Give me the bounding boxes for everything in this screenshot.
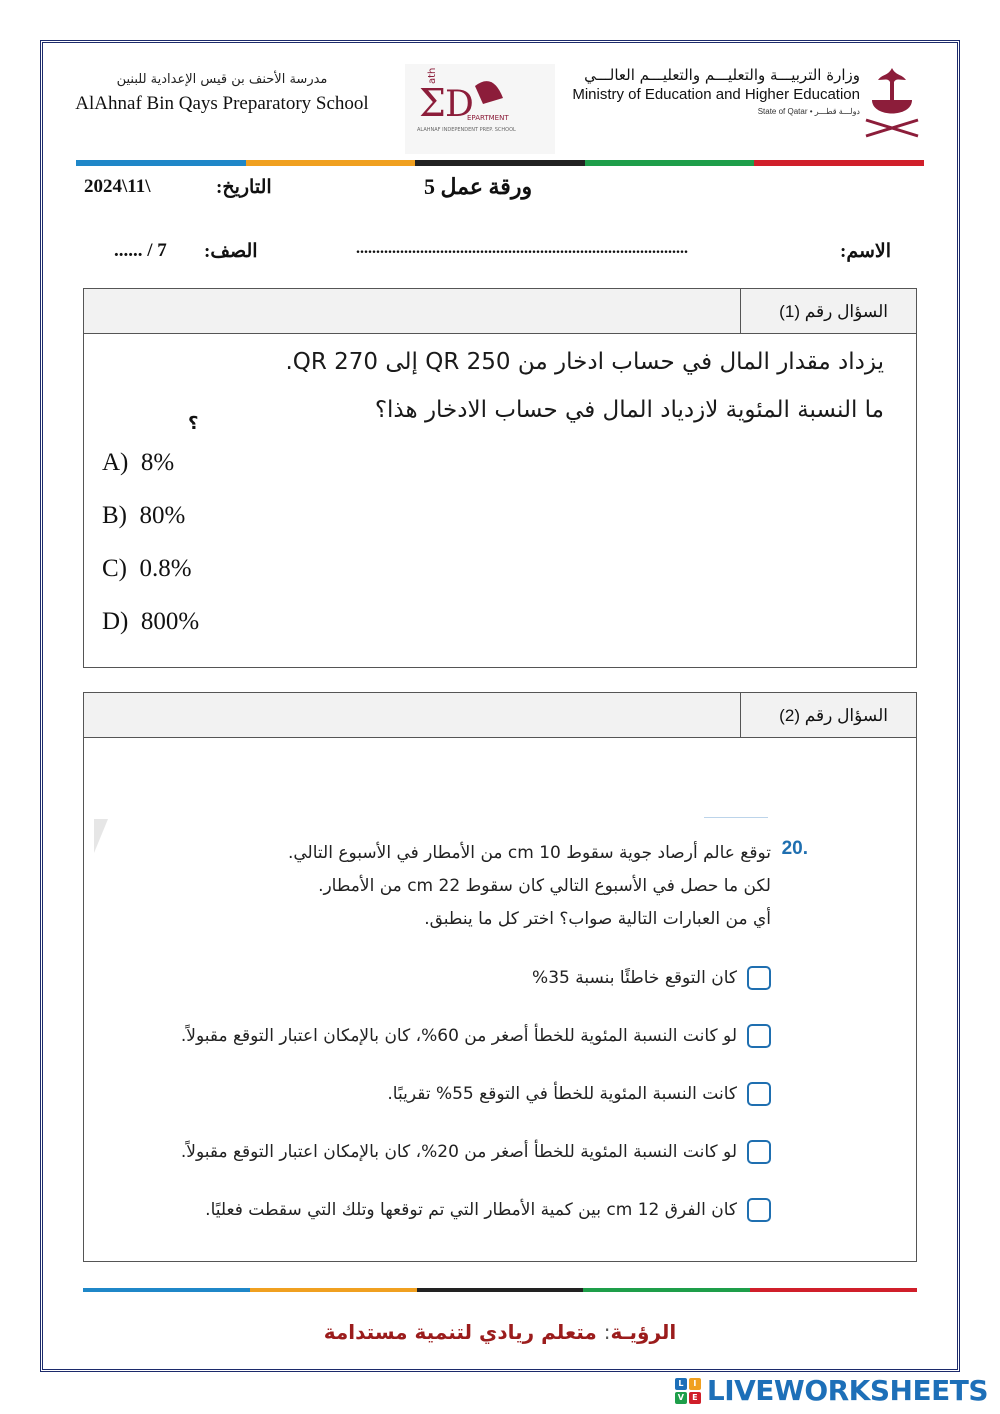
math-department-logo [405,64,555,154]
question-20-line-1: توقع عالم أرصاد جوية سقوط 10 cm من الأمطار في الأسبوع التالي. [287,843,771,863]
checkbox-4[interactable] [747,1140,771,1164]
question-1-line-1: يزداد مقدار المال في حساب ادخار من QR 250 إلى QR 270. [285,349,884,375]
name-label: الاسم: [840,241,892,262]
svg-text:ath: ath [427,67,438,84]
option-b-letter: B) [102,502,127,529]
footer-color-bar [83,1288,917,1292]
question-1-box [83,288,917,668]
svg-text:Σ: Σ [419,81,446,125]
ministry-name-arabic: وزارة التربيـــة والتعليـــم والتعليـــم العالـــي [584,66,860,84]
date-value: 2024\11\ [84,176,151,197]
svg-text:D: D [445,84,474,125]
option-d-value: 800% [140,608,200,635]
vision-statement [0,1320,1000,1344]
checkbox-3[interactable] [747,1082,771,1106]
question-20-number: 20. [781,838,808,859]
liveworksheets-brand[interactable] [675,1374,988,1407]
name-field[interactable]: ................................................................................... [356,240,688,257]
option-a[interactable] [102,449,174,477]
question-20-line-2: لكن ما حصل في الأسبوع التالي كان سقوط 22 cm من الأمطار. [318,876,771,896]
question-2-label: السؤال رقم (2) [740,693,916,737]
vision-label: الرؤيـة [610,1320,677,1344]
option-c-value: 0.8% [139,555,192,582]
option-c[interactable] [102,555,192,583]
checkbox-5[interactable] [747,1198,771,1222]
ministry-name-english: Ministry of Education and Higher Education [572,86,860,103]
class-label: الصف: [204,241,258,262]
vision-separator: : [603,1320,611,1344]
choice-4[interactable] [181,1139,771,1165]
question-2-header [84,693,916,738]
question-1-label: السؤال رقم (1) [740,289,916,333]
choice-2-text: لو كانت النسبة المئوية للخطأ أصغر من 60%، كان بالإمكان اعتبار التوقع مقبولاً. [180,1026,737,1046]
school-name-english: AlAhnaf Bin Qays Preparatory School [75,93,369,114]
choice-1-text: كان التوقع خاطئًا بنسبة 35% [532,968,737,988]
ministry-state: State of Qatar • دولـــة قطـــر [757,107,860,116]
choice-4-text: لو كانت النسبة المئوية للخطأ أصغر من 20%، كان بالإمكان اعتبار التوقع مقبولاً. [180,1142,737,1162]
option-b[interactable] [102,502,185,530]
school-name-block [72,72,372,115]
choice-2[interactable] [181,1023,771,1049]
checkbox-2[interactable] [747,1024,771,1048]
liveworksheets-logo-icon: L I V E [675,1378,701,1404]
option-c-letter: C) [102,555,127,582]
class-value: ...... / 7 [114,240,167,261]
option-a-letter: A) [102,449,129,476]
option-a-value: 8% [140,449,175,476]
ministry-block [560,66,860,116]
decorative-line [704,817,768,818]
option-d-letter: D) [102,608,129,635]
vision-text: متعلم ريادي لتنمية مستدامة [323,1320,597,1344]
choice-5-text: كان الفرق 12 cm بين كمية الأمطار التي تم توقعها وتلك التي سقطت فعليًا. [205,1200,737,1220]
option-d[interactable] [102,608,199,636]
dept-logo-subtitle: ALAHNAF INDEPENDENT PREP. SCHOOL [417,127,516,133]
school-name-arabic: مدرسة الأحنف بن قيس الإعدادية للبنين [116,72,328,87]
choice-1[interactable] [532,965,771,991]
choice-3[interactable] [387,1081,771,1107]
liveworksheets-text: LIVEWORKSHEETS [706,1374,988,1407]
question-20-line-3: أي من العبارات التالية صواب؟ اختر كل ما ينطبق. [424,909,771,929]
question-2-box [83,692,917,1262]
option-b-value: 80% [139,502,186,529]
checkbox-1[interactable] [747,966,771,990]
question-1-header [84,289,916,334]
choice-5[interactable] [205,1197,771,1223]
svg-text:EPARTMENT: EPARTMENT [467,114,509,122]
worksheet-title: ورقة عمل 5 [424,174,533,199]
qatar-emblem-icon [862,62,922,140]
header-color-bar [76,160,924,166]
stray-question-mark: ؟ [188,413,199,434]
choice-3-text: كانت النسبة المئوية للخطأ في التوقع 55% تقريبًا. [387,1084,737,1104]
date-label: التاريخ: [216,177,272,198]
question-1-line-2: ما النسبة المئوية لازدياد المال في حساب الادخار هذا؟ [374,397,884,423]
decorative-corner [94,819,108,853]
